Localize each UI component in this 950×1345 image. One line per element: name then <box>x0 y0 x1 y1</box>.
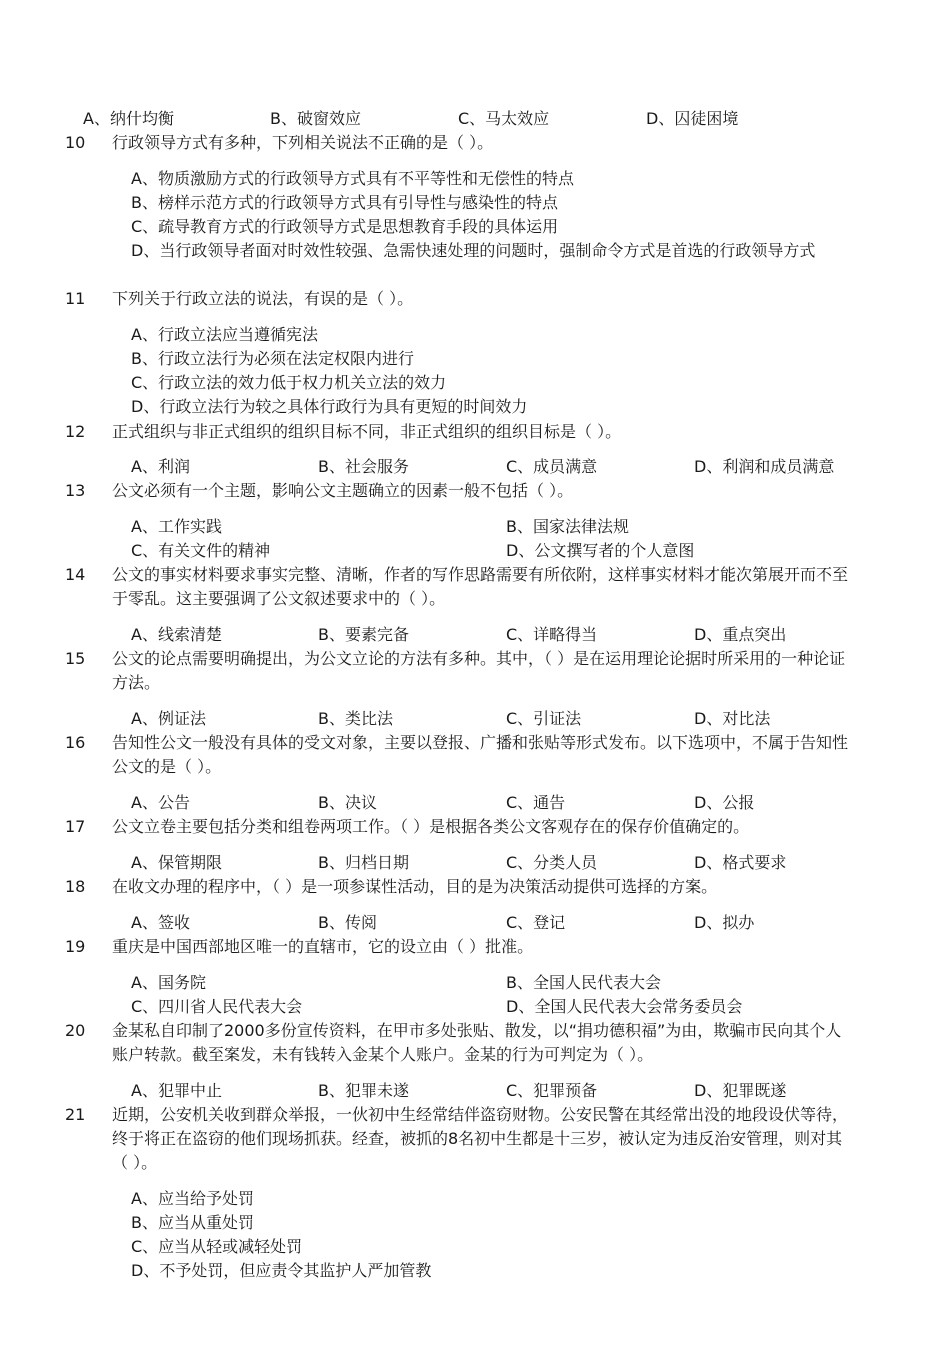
question-stem: 公文必须有一个主题，影响公文主题确立的因素一般不包括（ ）。 <box>112 481 574 500</box>
option: B、破窗效应 <box>270 109 361 128</box>
option: C、详略得当 <box>506 625 598 644</box>
option: B、犯罪未遂 <box>318 1081 409 1100</box>
question-number: 17 <box>65 817 86 836</box>
option: A、签收 <box>131 913 190 932</box>
option: A、保管期限 <box>131 853 222 872</box>
question-stem: 公文立卷主要包括分类和组卷两项工作。（ ）是根据各类公文客观存在的保存价值确定的。 <box>112 817 750 836</box>
option: A、应当给予处罚 <box>131 1189 254 1208</box>
option: B、归档日期 <box>318 853 409 872</box>
option: C、分类人员 <box>506 853 598 872</box>
question-number: 16 <box>65 733 86 752</box>
option: D、公报 <box>694 793 755 812</box>
option: D、拟办 <box>694 913 755 932</box>
option: A、利润 <box>131 457 190 476</box>
question-stem: 金某私自印制了2000多份宣传资料，在甲市多处张贴、散发，以“捐功德积福”为由，欺骗市民向其个人账户转款。截至案发，未有钱转入金某个人账户。金某的行为可判定为（ ）。 <box>112 1021 842 1064</box>
option: A、线索清楚 <box>131 625 222 644</box>
option: A、犯罪中止 <box>131 1081 222 1100</box>
option: C、引证法 <box>506 709 582 728</box>
option: A、公告 <box>131 793 190 812</box>
option: C、犯罪预备 <box>506 1081 598 1100</box>
option: B、榜样示范方式的行政领导方式具有引导性与感染性的特点 <box>131 193 558 212</box>
option: A、工作实践 <box>131 517 222 536</box>
option: D、重点突出 <box>694 625 787 644</box>
option: B、决议 <box>318 793 377 812</box>
question-number: 20 <box>65 1021 86 1040</box>
question-stem: 重庆是中国西部地区唯一的直辖市，它的设立由（ ）批准。 <box>112 937 534 956</box>
question-number: 12 <box>65 422 86 441</box>
option: C、登记 <box>506 913 566 932</box>
option: D、行政立法行为较之具体行政行为具有更短的时间效力 <box>131 397 528 416</box>
option: B、社会服务 <box>318 457 409 476</box>
option: C、四川省人民代表大会 <box>131 997 303 1016</box>
question-stem: 近期，公安机关收到群众举报，一伙初中生经常结伴盗窃财物。公安民警在其经常出没的地段设伏等待，终于将正在盗窃的他们现场抓获。经查，被抓的8名初中生都是十三岁，被认定为违反治安管理，则对其（ ）。 <box>112 1105 849 1172</box>
question-number: 15 <box>65 649 86 668</box>
option: D、不予处罚，但应责令其监护人严加管教 <box>131 1261 432 1280</box>
question-number: 10 <box>65 133 86 152</box>
option: D、犯罪既遂 <box>694 1081 787 1100</box>
question-stem: 行政领导方式有多种，下列相关说法不正确的是（ ）。 <box>112 133 494 152</box>
question-number: 11 <box>65 289 86 308</box>
option: D、当行政领导者面对时效性较强、急需快速处理的问题时，强制命令方式是首选的行政领导方式 <box>131 241 816 260</box>
question-number: 18 <box>65 877 86 896</box>
question-number: 19 <box>65 937 86 956</box>
question-number: 21 <box>65 1105 86 1124</box>
option: A、纳什均衡 <box>83 109 174 128</box>
option: B、行政立法行为必须在法定权限内进行 <box>131 349 414 368</box>
option: C、疏导教育方式的行政领导方式是思想教育手段的具体运用 <box>131 217 559 236</box>
question-stem: 公文的事实材料要求事实完整、清晰，作者的写作思路需要有所依附，这样事实材料才能次第展开而不至于零乱。这主要强调了公文叙述要求中的（ ）。 <box>112 565 849 608</box>
question-stem: 正式组织与非正式组织的组织目标不同，非正式组织的组织目标是（ ）。 <box>112 422 622 441</box>
question-stem: 公文的论点需要明确提出，为公文立论的方法有多种。其中，（ ）是在运用理论论据时所采用的一种论证方法。 <box>112 649 846 692</box>
question-stem: 下列关于行政立法的说法，有误的是（ ）。 <box>112 289 414 308</box>
option: C、通告 <box>506 793 566 812</box>
option: D、对比法 <box>694 709 771 728</box>
option: D、全国人民代表大会常务委员会 <box>506 997 743 1016</box>
option: B、国家法律法规 <box>506 517 629 536</box>
option: D、利润和成员满意 <box>694 457 835 476</box>
option: C、成员满意 <box>506 457 598 476</box>
option: C、马太效应 <box>458 109 550 128</box>
option: A、物质激励方式的行政领导方式具有不平等性和无偿性的特点 <box>131 169 574 188</box>
option: C、应当从轻或减轻处罚 <box>131 1237 303 1256</box>
option: B、类比法 <box>318 709 393 728</box>
option: B、全国人民代表大会 <box>506 973 661 992</box>
question-stem: 在收文办理的程序中，（ ）是一项参谋性活动，目的是为决策活动提供可选择的方案。 <box>112 877 718 896</box>
option: A、行政立法应当遵循宪法 <box>131 325 318 344</box>
question-number: 13 <box>65 481 86 500</box>
option: D、囚徒困境 <box>646 109 739 128</box>
option: A、例证法 <box>131 709 206 728</box>
option: C、行政立法的效力低于权力机关立法的效力 <box>131 373 447 392</box>
question-number: 14 <box>65 565 86 584</box>
option: C、有关文件的精神 <box>131 541 271 560</box>
option: B、应当从重处罚 <box>131 1213 254 1232</box>
option: B、传阅 <box>318 913 377 932</box>
option: B、要素完备 <box>318 625 409 644</box>
question-stem: 告知性公文一般没有具体的受文对象，主要以登报、广播和张贴等形式发布。以下选项中，不属于告知性公文的是（ ）。 <box>112 733 849 776</box>
option: D、公文撰写者的个人意图 <box>506 541 695 560</box>
option: D、格式要求 <box>694 853 787 872</box>
option: A、国务院 <box>131 973 206 992</box>
